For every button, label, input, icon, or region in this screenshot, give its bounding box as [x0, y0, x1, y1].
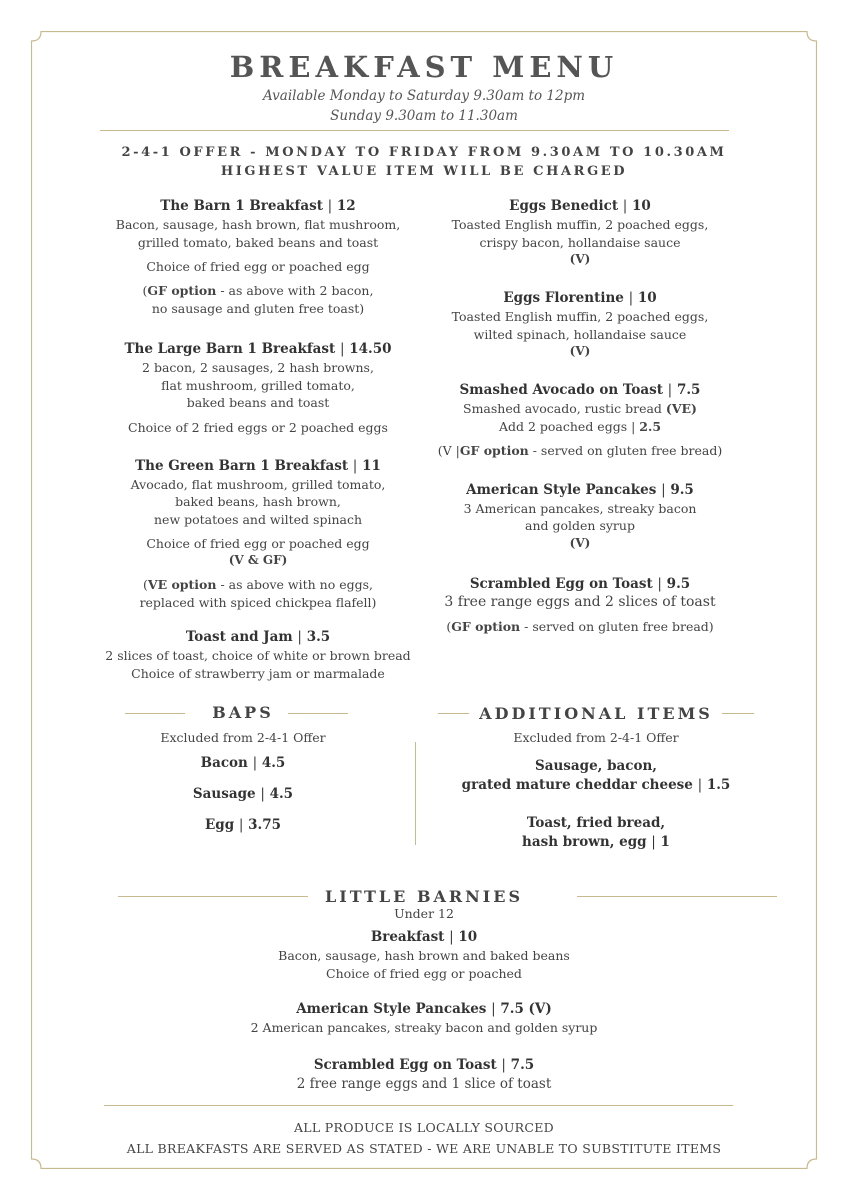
item-description: 3 free range eggs and 2 slices of toast [444, 593, 716, 610]
section-vertical-divider [415, 742, 416, 845]
item-price: 3.75 [248, 817, 282, 833]
menu-item-green-barn-breakfast: The Green Barn 1 Breakfast | 11 Avocado, flat mushroom, grilled tomato, baked beans, hash brown, new potatoes and wilted spinach Choice of fried egg or poached egg (V & GF) (VE option - as above with no eggs, replaced with spiced chickpea flafell) [98, 456, 418, 612]
footer-divider [104, 1105, 733, 1106]
availability-weekdays: Available Monday to Saturday 9.30am to 12pm [262, 88, 586, 104]
additional-note: Excluded from 2-4-1 Offer [513, 730, 679, 745]
item-name: American Style Pancakes [466, 481, 657, 498]
item-price: 7.5 [510, 1057, 535, 1073]
item-name: Scrambled Egg on Toast [469, 575, 653, 592]
item-name: Breakfast [370, 929, 445, 945]
little-barnies-title: LITTLE BARNIES [324, 887, 524, 906]
dietary-tag: (V) [569, 252, 591, 266]
item-name: Scrambled Egg on Toast [313, 1057, 497, 1073]
item-price: 4.5 [269, 786, 294, 802]
item-option: (VE option - as above with no eggs, replaced with spiced chickpea flafell) [139, 577, 377, 610]
item-option [420, 618, 740, 636]
menu-item-toast-and-jam: Toast and Jam | 3.5 2 slices of toast, choice of white or brown bread Choice of strawberry jam or marmalade [98, 627, 418, 682]
item-price: 4.5 [261, 755, 286, 771]
item-line-1: Toast, fried bread, [526, 815, 666, 831]
item-name: The Barn 1 Breakfast [160, 198, 323, 214]
option-label: GF option [459, 443, 529, 458]
baps-title: BAPS [212, 703, 274, 722]
menu-item-eggs-benedict: Eggs Benedict | 10 Toasted English muffin, 2 poached eggs, crispy bacon, hollandaise sauce (V) [420, 196, 740, 268]
item-description: Avocado, flat mushroom, grilled tomato, baked beans, hash brown, new potatoes and wilted spinach [130, 476, 386, 527]
description-text: Smashed avocado, rustic bread [463, 401, 666, 416]
addon-price: 2.5 [639, 418, 662, 434]
option-text: - as above with 2 bacon, no sausage and gluten free toast) [151, 283, 374, 316]
item-line-2: grated mature cheddar cheese [461, 777, 693, 793]
option-prefix: (V | [437, 443, 460, 458]
additional-items-title: ADDITIONAL ITEMS [479, 704, 713, 723]
item-name: Eggs Benedict [509, 198, 619, 214]
item-description: 2 bacon, 2 sausages, 2 hash browns, flat mushroom, grilled tomato, baked beans and toast [142, 360, 374, 410]
option-label: VE option [147, 577, 217, 592]
little-barnies-subtitle: Under 12 [394, 906, 454, 921]
bap-egg: Egg | 3.75 [204, 817, 282, 833]
kids-item-breakfast: Breakfast | 10 Bacon, sausage, hash brown and baked beans Choice of fried egg or poached [0, 928, 848, 982]
addon-text: Add 2 poached eggs | [498, 418, 640, 434]
menu-item-barn-breakfast: The Barn 1 Breakfast | 12 Bacon, sausage, hash brown, flat mushroom, grilled tomato, baked beans and toast Choice of fried egg or poached egg (GF option - as above with 2 bacon, no sausage and gluten free toast) [98, 196, 418, 317]
bap-bacon: Bacon | 4.5 [200, 755, 286, 771]
additional-rule-left [438, 713, 469, 714]
option-text: - as above with no eggs, replaced with spiced chickpea flafell) [139, 577, 377, 610]
menu-item-scrambled-egg: Scrambled Egg on Toast | 9.5 3 free range eggs and 2 slices of toast (GF option - served on gluten free bread) [420, 574, 740, 636]
item-price: 1 [660, 834, 670, 850]
item-name: Egg [204, 817, 235, 833]
item-price: 10 [632, 198, 651, 214]
item-price: 9.5 [670, 481, 694, 498]
footer-line-2: ALL BREAKFASTS ARE SERVED AS STATED - WE ARE UNABLE TO SUBSTITUTE ITEMS [126, 1141, 722, 1156]
item-choice: Choice of fried egg or poached egg [146, 536, 370, 551]
item-choice: Choice of 2 fried eggs or 2 poached eggs [128, 419, 388, 435]
item-line-1: Sausage, bacon, [534, 758, 657, 774]
item-price: 10 [637, 290, 657, 306]
kids-item-scrambled-egg: Scrambled Egg on Toast | 7.5 2 free range eggs and 1 slice of toast [0, 1056, 848, 1094]
item-name: Eggs Florentine [503, 290, 624, 306]
item-name: The Large Barn 1 Breakfast [124, 341, 336, 357]
menu-item-large-barn-breakfast: The Large Barn 1 Breakfast | 14.50 2 bacon, 2 sausages, 2 hash browns, flat mushroom, grilled tomato, baked beans and toast Choice of 2 fried eggs or 2 poached eggs [98, 339, 418, 436]
dietary-tag: (VE) [665, 401, 697, 416]
item-description: 2 slices of toast, choice of white or brown bread Choice of strawberry jam or marmalade [105, 648, 411, 681]
option-prefix: ( [446, 619, 452, 634]
option-text: - served on gluten free bread) [520, 619, 714, 634]
item-option [420, 442, 740, 460]
item-price: 11 [362, 457, 381, 474]
footer-line-1: ALL PRODUCE IS LOCALLY SOURCED [293, 1120, 554, 1135]
item-description: 2 American pancakes, streaky bacon and golden syrup [250, 1020, 598, 1035]
option-label: GF option [451, 619, 521, 634]
option-label: GF option [147, 283, 217, 298]
item-description: 2 free range eggs and 1 slice of toast [296, 1076, 552, 1092]
item-name: Sausage [192, 786, 256, 802]
item-addon [420, 418, 740, 436]
item-choice: Choice of fried egg or poached egg [146, 259, 370, 274]
item-price: 7.5 (V) [500, 1001, 552, 1017]
baps-note: Excluded from 2-4-1 Offer [160, 730, 326, 745]
additional-item-meats: Sausage, bacon, grated mature cheddar cheese | 1.5 [440, 757, 752, 795]
option-text: - served on gluten free bread) [528, 443, 723, 458]
kids-item-pancakes: American Style Pancakes | 7.5 (V) 2 American pancakes, streaky bacon and golden syrup [0, 1000, 848, 1037]
item-description: Toasted English muffin, 2 poached eggs, wilted spinach, hollandaise sauce [451, 309, 709, 342]
item-name: Toast and Jam [185, 629, 293, 645]
item-description: Bacon, sausage, hash brown and baked beans Choice of fried egg or poached [278, 948, 570, 981]
dietary-tag: (V) [569, 535, 591, 550]
item-description: Bacon, sausage, hash brown, flat mushroom, grilled tomato, baked beans and toast [115, 217, 401, 250]
item-price: 3.5 [306, 629, 331, 645]
offer-line-1: 2-4-1 OFFER - MONDAY TO FRIDAY FROM 9.30AM TO 10.30AM [121, 145, 727, 160]
item-price: 1.5 [706, 777, 731, 793]
item-price: 12 [336, 198, 356, 214]
menu-item-smashed-avocado: Smashed Avocado on Toast | 7.5 Smashed avocado, rustic bread (VE) Add 2 poached eggs | 2.5 (V |GF option - served on gluten free bread) [420, 380, 740, 460]
item-price: 10 [458, 929, 478, 945]
right-menu-column [420, 196, 740, 652]
bap-sausage: Sausage | 4.5 [192, 786, 294, 802]
item-description: Toasted English muffin, 2 poached eggs, crispy bacon, hollandaise sauce [451, 217, 709, 250]
item-price: 9.5 [666, 575, 691, 592]
item-price: 14.50 [349, 341, 392, 357]
item-option: (GF option - as above with 2 bacon, no sausage and gluten free toast) [142, 283, 374, 316]
item-name: Smashed Avocado on Toast [459, 382, 663, 398]
item-description: 3 American pancakes, streaky bacon and golden syrup [463, 500, 697, 533]
item-line-2: hash brown, egg [522, 834, 647, 850]
item-price: 7.5 [676, 382, 701, 398]
left-menu-column [98, 196, 418, 698]
item-name: Bacon [200, 755, 248, 771]
offer-line-2: HIGHEST VALUE ITEM WILL BE CHARGED [220, 164, 628, 179]
page-title: BREAKFAST MENU [229, 50, 619, 84]
availability-sunday: Sunday 9.30am to 11.30am [330, 108, 518, 124]
item-name: The Green Barn 1 Breakfast [135, 457, 349, 474]
additional-rule-right [722, 713, 754, 714]
item-name: American Style Pancakes [296, 1001, 487, 1017]
item-description [420, 400, 740, 418]
header-divider [100, 130, 729, 131]
additional-item-sides: Toast, fried bread, hash brown, egg | 1 [440, 814, 752, 852]
dietary-tag: (V) [569, 344, 591, 358]
dietary-tag: (V & GF) [228, 553, 288, 567]
menu-item-eggs-florentine: Eggs Florentine | 10 Toasted English muffin, 2 poached eggs, wilted spinach, hollandaise sauce (V) [420, 288, 740, 360]
menu-item-american-pancakes: American Style Pancakes | 9.5 3 American pancakes, streaky bacon and golden syrup (V) [420, 480, 740, 552]
